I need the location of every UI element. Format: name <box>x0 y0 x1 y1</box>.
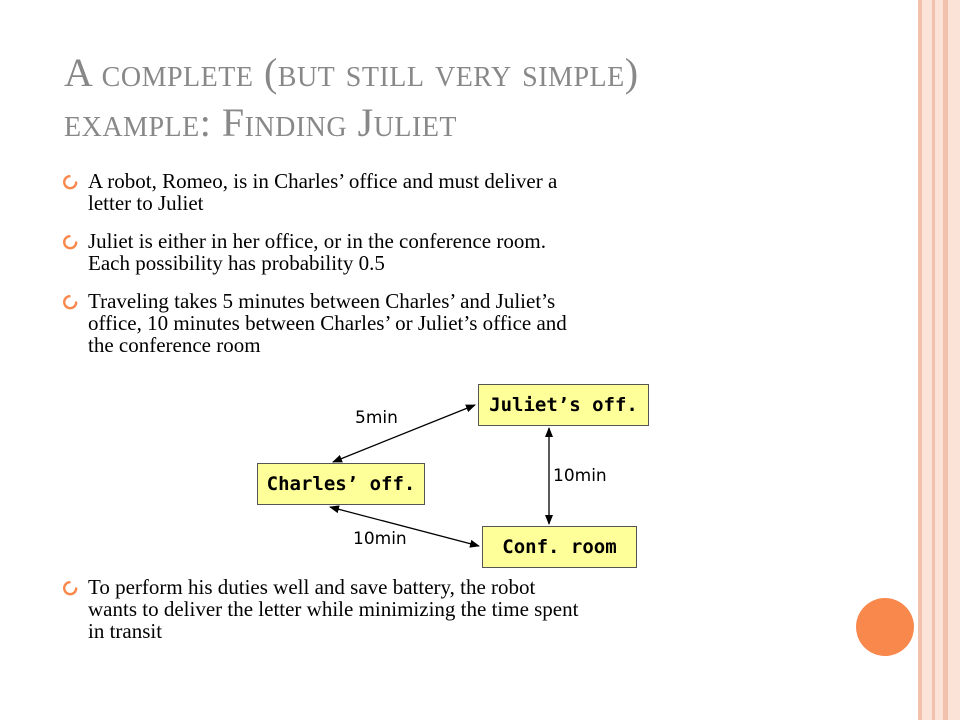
bullet-text: To perform his duties well and save battery, the robot wants to deliver the letter while minimizing the time spent in transit <box>88 575 579 643</box>
edge-label-charles-juliet: 5min <box>355 408 398 428</box>
node-conference-room: Conf. room <box>482 526 637 568</box>
bullet-text: A robot, Romeo, is in Charles’ office and must deliver a letter to Juliet <box>88 169 558 215</box>
slide-title-line-2: example: Finding Juliet <box>64 100 458 145</box>
node-charles-office: Charles’ off. <box>257 463 425 505</box>
edge-label-juliet-conf: 10min <box>553 466 607 486</box>
bullet-text: Traveling takes 5 minutes between Charles’ and Juliet’s office, 10 minutes between Charles’ or Juliet’s office and the conference room <box>88 289 567 357</box>
node-juliets-office: Juliet’s off. <box>478 384 649 426</box>
bullet-text: Juliet is either in her office, or in the conference room. Each possibility has probability 0.5 <box>88 229 546 275</box>
edge-label-charles-conf: 10min <box>353 529 407 549</box>
slide-title-line-1: A complete (but still very simple) <box>64 50 639 95</box>
bullet-icon <box>63 580 79 596</box>
